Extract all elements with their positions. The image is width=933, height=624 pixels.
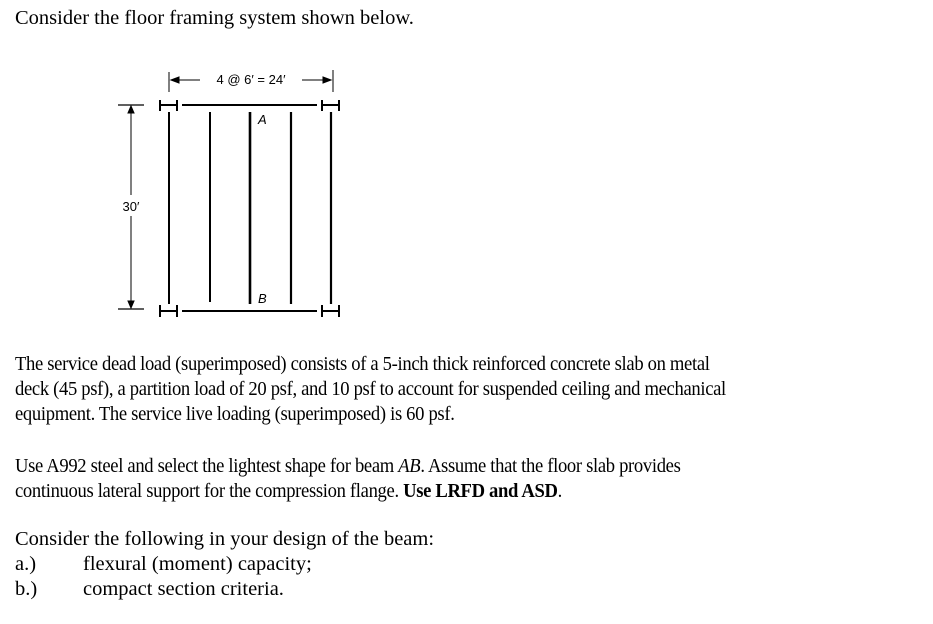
length-dimension-label: 30′ (122, 199, 140, 214)
span-dimension-label: 4 @ 6′ = 24′ (216, 72, 286, 87)
beam-end-label-a: A (258, 112, 267, 127)
beam-ab-reference: AB (398, 455, 421, 477)
paragraph1-line3: equipment. The service live loading (superimposed) is 60 psf. (15, 403, 455, 425)
paragraph2-line2 (15, 479, 562, 503)
list-item-text: compact section criteria. (83, 578, 284, 600)
beam-end-label-b: B (258, 291, 267, 306)
design-list-item (15, 577, 284, 601)
list-marker: b.) (15, 578, 38, 600)
method-emphasis: Use LRFD and ASD (403, 480, 558, 502)
paragraph2-line1-tail: . Assume that the floor slab provides (420, 455, 681, 477)
list-item-text: flexural (moment) capacity; (83, 553, 312, 575)
design-list-item (15, 552, 312, 576)
paragraph2-line2-tail: . (557, 480, 562, 502)
list-marker: a.) (15, 553, 37, 575)
paragraph1-line2: deck (45 psf), a partition load of 20 psf, and 10 psf to account for suspended ceiling and mechanical (15, 378, 726, 400)
intro-text: Consider the floor framing system shown below. (15, 7, 414, 29)
paragraph2-line1 (15, 454, 681, 478)
paragraph2-line1-text: Use A992 steel and select the lightest shape for beam (15, 455, 399, 477)
paragraph2-line2-text: continuous lateral support for the compression flange. (15, 480, 404, 502)
paragraph1-line1: The service dead load (superimposed) consists of a 5-inch thick reinforced concrete slab on metal (15, 353, 710, 375)
design-list-heading: Consider the following in your design of the beam: (15, 528, 435, 550)
